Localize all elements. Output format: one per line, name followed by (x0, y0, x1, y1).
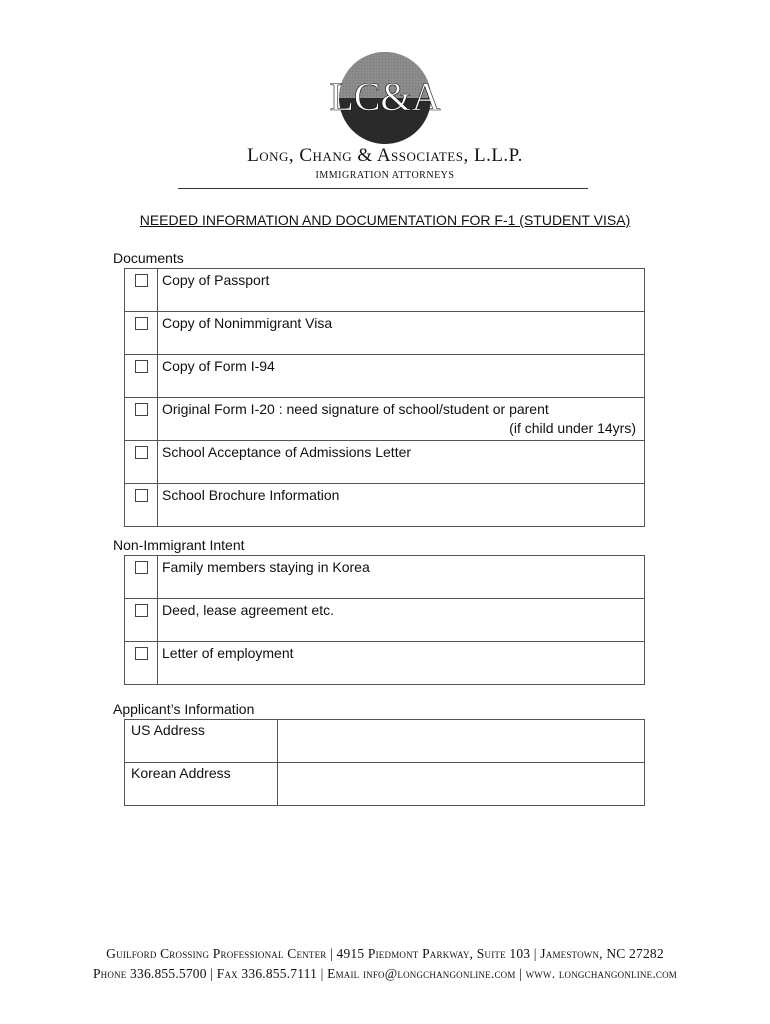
documents-row (125, 441, 645, 484)
intent-row (125, 599, 645, 642)
intent-table (124, 555, 645, 685)
firm-subtitle: IMMIGRATION ATTORNEYS (315, 170, 455, 181)
documents-item: Copy of Form I-94 (158, 355, 645, 398)
checkbox[interactable] (135, 317, 148, 330)
header-divider (178, 188, 588, 189)
checkbox[interactable] (135, 489, 148, 502)
documents-item: School Brochure Information (158, 484, 645, 527)
documents-item: Original Form I-20 : need signature of school/student or parent (162, 401, 549, 417)
checkbox[interactable] (135, 446, 148, 459)
intent-row (125, 642, 645, 685)
footer-contact: Phone 336.855.5700 | Fax 336.855.7111 | Email info@longchangonline.com | www. longchangonline.com (92, 966, 678, 981)
applicant-table (124, 719, 645, 806)
documents-item: School Acceptance of Admissions Letter (158, 441, 645, 484)
lca-monogram-logo (329, 48, 441, 148)
korean-address-field[interactable] (278, 763, 645, 806)
documents-item-note: (if child under 14yrs) (509, 420, 636, 436)
footer-address: Guilford Crossing Professional Center | 4915 Piedmont Parkway, Suite 103 | Jamestown, NC 27282 (106, 946, 664, 961)
intent-item: Deed, lease agreement etc. (158, 599, 645, 642)
checkbox[interactable] (135, 403, 148, 416)
documents-heading: Documents (113, 250, 184, 266)
checkbox[interactable] (135, 647, 148, 660)
monogram-text: LC&A (329, 74, 441, 119)
applicant-row (125, 763, 645, 806)
documents-row (125, 484, 645, 527)
intent-item: Letter of employment (158, 642, 645, 685)
page-title: NEEDED INFORMATION AND DOCUMENTATION FOR F-1 (STUDENT VISA) (139, 212, 631, 228)
intent-row (125, 556, 645, 599)
documents-row (125, 398, 645, 441)
us-address-field[interactable] (278, 720, 645, 763)
documents-item: Copy of Nonimmigrant Visa (158, 312, 645, 355)
documents-row (125, 312, 645, 355)
applicant-label: US Address (125, 720, 278, 763)
applicant-label: Korean Address (125, 763, 278, 806)
checkbox[interactable] (135, 274, 148, 287)
checkbox[interactable] (135, 561, 148, 574)
documents-item: Copy of Passport (158, 269, 645, 312)
firm-name: Long, Chang & Associates, L.L.P. (247, 145, 523, 166)
checkbox[interactable] (135, 604, 148, 617)
documents-table (124, 268, 645, 527)
applicant-row (125, 720, 645, 763)
applicant-heading: Applicant’s Information (113, 701, 255, 717)
documents-row (125, 355, 645, 398)
intent-item: Family members staying in Korea (158, 556, 645, 599)
checkbox[interactable] (135, 360, 148, 373)
intent-heading: Non-Immigrant Intent (113, 537, 245, 553)
documents-row (125, 269, 645, 312)
